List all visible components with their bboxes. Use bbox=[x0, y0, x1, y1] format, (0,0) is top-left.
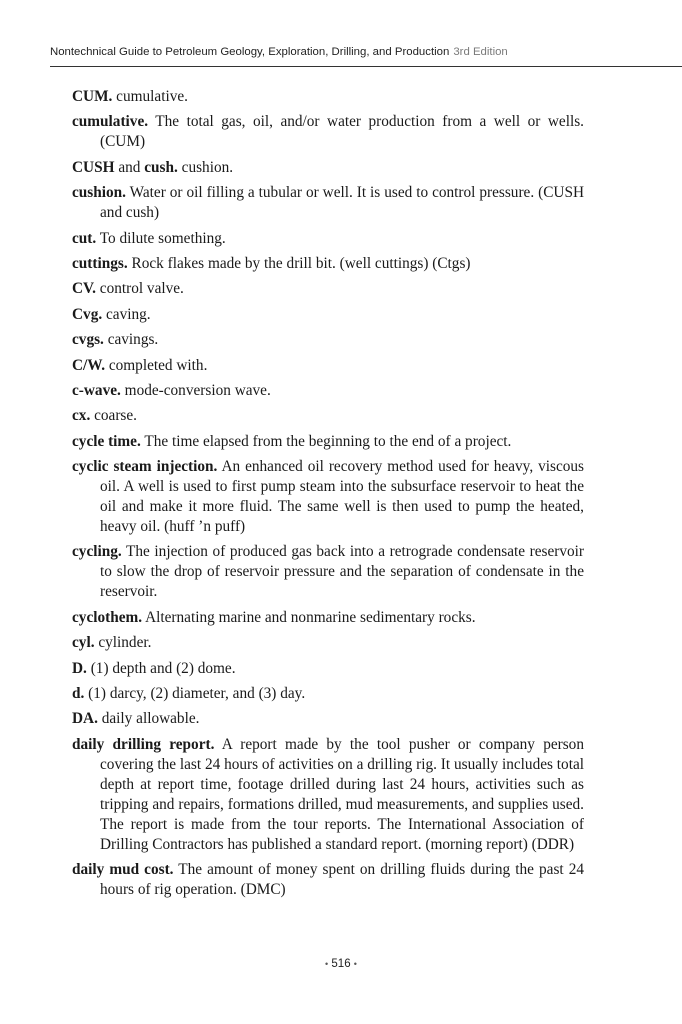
page-number: 516 bbox=[331, 958, 351, 970]
glossary-entry-cyclic-steam-injection bbox=[72, 457, 584, 537]
glossary-entry-cycle-time bbox=[72, 432, 584, 452]
glossary-entry-cyl bbox=[72, 633, 584, 653]
entry-definition: An enhanced oil recovery method used for heavy, viscous oil. A well is used to first pump steam into the subsurface reservoir to heat the oil and make it more fluid. The same well is then used to pump the heated, heavy oil. (huff ’n puff) bbox=[100, 458, 584, 536]
book-title: Nontechnical Guide to Petroleum Geology, Exploration, Drilling, and Production bbox=[50, 46, 450, 58]
edition-label: 3rd Edition bbox=[453, 46, 508, 58]
entry-definition: coarse. bbox=[90, 407, 137, 425]
entry-term: CV. bbox=[72, 280, 96, 298]
glossary-entry-d-upper bbox=[72, 659, 584, 679]
entry-term: cycling. bbox=[72, 543, 122, 561]
bullet-left: • bbox=[325, 959, 329, 969]
entry-term: cycle time. bbox=[72, 432, 141, 450]
glossary-entry-cycling bbox=[72, 542, 584, 602]
entry-definition: (1) darcy, (2) diameter, and (3) day. bbox=[84, 685, 306, 703]
entry-term: d. bbox=[72, 685, 85, 703]
entry-definition: Rock flakes made by the drill bit. (well cuttings) (Ctgs) bbox=[127, 254, 471, 272]
entry-term: cut. bbox=[72, 229, 97, 247]
glossary-entry-cum bbox=[72, 87, 584, 107]
entry-term: cx. bbox=[72, 407, 91, 425]
entry-term: CUM. bbox=[72, 88, 113, 105]
entry-term: cuttings. bbox=[72, 254, 128, 272]
entry-definition: The amount of money spent on drilling fluids during the past 24 hours of rig operation. (DMC) bbox=[100, 861, 584, 899]
entry-term: D. bbox=[72, 659, 87, 677]
glossary-entry-daily-drilling-report bbox=[72, 735, 584, 855]
entry-definition: The injection of produced gas back into a retrograde condensate reservoir to slow the drop of reservoir pressure and the separation of condensate in the reservoir. bbox=[100, 543, 584, 601]
entry-term: c-wave. bbox=[72, 381, 121, 399]
entry-term: CUSH bbox=[72, 158, 115, 176]
glossary-entry-cvgs bbox=[72, 330, 584, 350]
entry-term: daily drilling report. bbox=[72, 735, 215, 753]
entry-term: cyclic steam injection. bbox=[72, 458, 218, 476]
page-footer bbox=[0, 958, 682, 970]
glossary-entry-cx bbox=[72, 406, 584, 426]
glossary-entry-cv bbox=[72, 279, 584, 299]
entry-definition: caving. bbox=[102, 305, 151, 323]
entry-definition: (1) depth and (2) dome. bbox=[86, 659, 236, 677]
glossary-entry-cushion bbox=[72, 183, 584, 223]
running-header bbox=[50, 46, 682, 67]
glossary-entry-cush bbox=[72, 158, 584, 178]
entry-term-alt: cush. bbox=[144, 158, 178, 176]
entry-definition: Alternating marine and nonmarine sedimentary rocks. bbox=[142, 608, 476, 626]
entry-definition: mode-conversion wave. bbox=[120, 381, 271, 399]
entry-term: cvgs. bbox=[72, 331, 104, 349]
entry-term: DA. bbox=[72, 710, 98, 728]
entry-definition: cavings. bbox=[103, 331, 159, 349]
glossary-entry-cuttings bbox=[72, 254, 584, 274]
entry-definition: cushion. bbox=[177, 158, 234, 176]
entry-connector: and bbox=[114, 158, 145, 176]
entry-term: C/W. bbox=[72, 356, 106, 374]
entry-term: cumulative. bbox=[72, 113, 149, 131]
glossary-entry-cw bbox=[72, 356, 584, 376]
entry-definition: cumulative. bbox=[112, 88, 188, 105]
bullet-right: • bbox=[353, 959, 357, 969]
glossary-entry-cyclothem bbox=[72, 608, 584, 628]
entry-term: cushion. bbox=[72, 184, 126, 202]
entry-definition: control valve. bbox=[95, 280, 184, 298]
glossary-entry-daily-mud-cost bbox=[72, 860, 584, 900]
entry-definition: Water or oil filling a tubular or well. It is used to control pressure. (CUSH and cush) bbox=[100, 184, 584, 222]
entry-definition: completed with. bbox=[105, 356, 208, 374]
entry-term: Cvg. bbox=[72, 305, 103, 323]
entry-definition: cylinder. bbox=[94, 634, 152, 652]
glossary-entry-c-wave bbox=[72, 381, 584, 401]
glossary-entry-da bbox=[72, 709, 584, 729]
entry-definition: daily allowable. bbox=[97, 710, 200, 728]
entry-definition: The total gas, oil, and/or water production from a well or wells. (CUM) bbox=[100, 113, 584, 151]
entry-term: cyclothem. bbox=[72, 608, 143, 626]
glossary-entries bbox=[72, 87, 584, 906]
glossary-entry-cumulative bbox=[72, 112, 584, 152]
entry-definition: A report made by the tool pusher or company person covering the last 24 hours of activities on a drilling rig. It usually includes total depth at report time, footage drilled during last 24 hours, activities such as tripping and repairs, formations drilled, mud measurements, and supplies used. The report is made from the tour reports. The International Association of Drilling Contractors has published a standard report. (morning report) (DDR) bbox=[100, 735, 584, 853]
entry-term: daily mud cost. bbox=[72, 861, 174, 879]
entry-term: cyl. bbox=[72, 634, 95, 652]
entry-definition: The time elapsed from the beginning to the end of a project. bbox=[140, 432, 512, 450]
glossary-entry-cvg bbox=[72, 305, 584, 325]
entry-definition: To dilute something. bbox=[96, 229, 226, 247]
glossary-entry-d-lower bbox=[72, 684, 584, 704]
glossary-entry-cut bbox=[72, 229, 584, 249]
